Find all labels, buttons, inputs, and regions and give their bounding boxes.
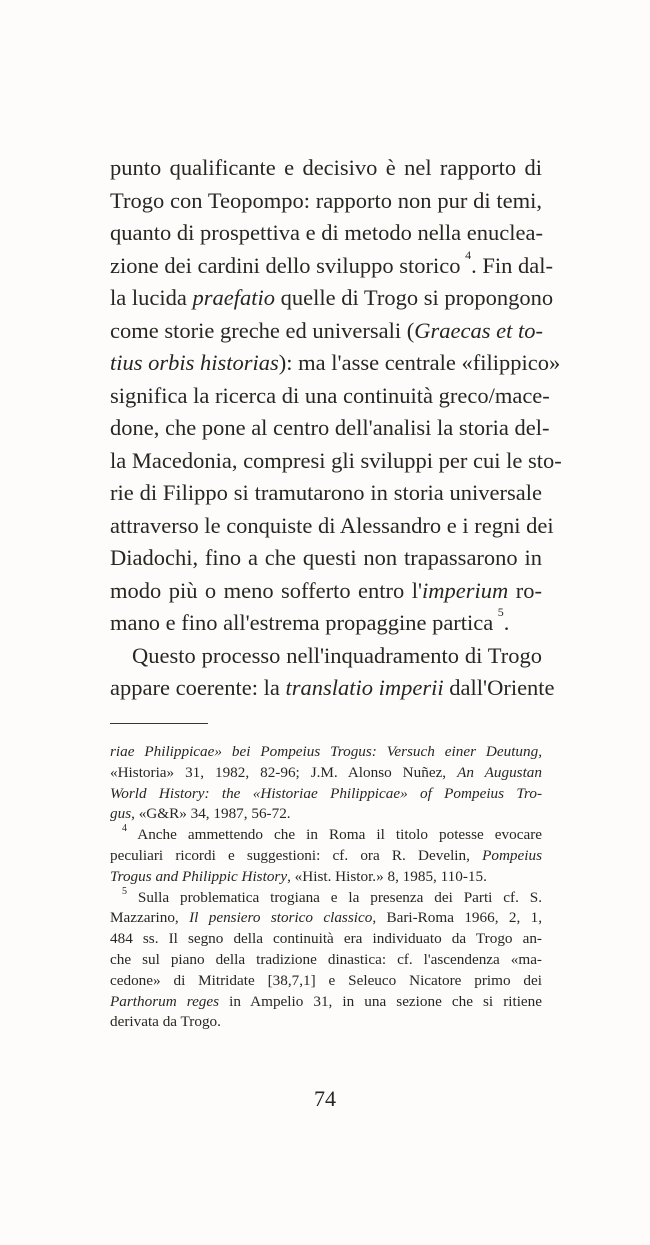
italic-term: An Augustan bbox=[457, 763, 542, 781]
text-line: done, che pone al centro dell'analisi la storia del- bbox=[110, 415, 550, 440]
footnote-line bbox=[110, 784, 542, 805]
page-number: 74 bbox=[314, 1086, 336, 1111]
footnote-separator bbox=[110, 723, 208, 724]
italic-term: gus bbox=[110, 805, 132, 823]
text-run: appare coerente: la bbox=[110, 675, 286, 700]
footnote-line: cedone» di Mitridate [38,7,1] e Seleuco Nicatore primo dei bbox=[110, 971, 542, 989]
text-run: ro- bbox=[508, 577, 542, 603]
text-line: quanto di prospettiva e di metodo nella enuclea- bbox=[110, 220, 543, 245]
text-line bbox=[110, 607, 542, 640]
italic-term: Graecas et to- bbox=[414, 317, 543, 343]
footnote-marker: 4 bbox=[465, 247, 472, 262]
text-run: «Historia» 31, 1982, 82-96; J.M. Alonso Nuñez, bbox=[110, 763, 458, 781]
text-line: significa la ricerca di una continuità greco/mace- bbox=[110, 382, 550, 408]
text-run: dall'Oriente bbox=[443, 675, 555, 700]
footnote-line bbox=[110, 742, 542, 763]
footnote-line bbox=[110, 804, 542, 825]
text-run: , «Hist. Histor.» 8, 1985, 110-15. bbox=[287, 867, 487, 885]
italic-term: praefatio bbox=[192, 285, 275, 310]
text-run: quelle di Trogo si propongono bbox=[274, 285, 554, 310]
text-run: mano e fino all'estrema propaggine partica bbox=[110, 610, 494, 635]
italic-term: tius orbis historias bbox=[110, 350, 279, 375]
italic-term: Il pensiero storico classico bbox=[189, 909, 373, 927]
body-text bbox=[110, 152, 562, 705]
footnote-line bbox=[110, 763, 542, 784]
footnote-line: derivata da Trogo. bbox=[110, 1013, 221, 1031]
text-run: . bbox=[503, 610, 510, 635]
italic-term: World History: the «Historiae Philippicae» of Pompeius Tro- bbox=[110, 784, 542, 802]
text-run: Mazzarino, bbox=[110, 909, 190, 927]
footnote-number: 4 bbox=[122, 823, 127, 835]
text-line: Questo processo nell'inquadramento di Trogo bbox=[132, 642, 542, 668]
italic-term: Pompeius bbox=[482, 846, 542, 864]
footnote-line bbox=[110, 885, 542, 909]
italic-term: translatio imperii bbox=[285, 675, 444, 700]
footnote-marker: 5 bbox=[497, 605, 504, 619]
text-line bbox=[110, 315, 542, 348]
text-run: come storie greche ed universali ( bbox=[110, 317, 415, 343]
text-run: Sulla problematica trogiana e la presenza dei Parti cf. S. bbox=[127, 888, 542, 906]
footnote-line bbox=[110, 846, 542, 867]
text-line bbox=[110, 575, 542, 608]
italic-term: imperium bbox=[422, 577, 509, 603]
text-run: zione dei cardini dello sviluppo storico bbox=[110, 252, 461, 278]
text-line: la Macedonia, compresi gli sviluppi per cui le sto- bbox=[110, 447, 562, 473]
italic-term: Trogus and Philippic History bbox=[110, 867, 288, 885]
italic-term: riae Philippicae» bei Pompeius Trogus: Versuch einer Deutung, bbox=[110, 743, 542, 760]
footnote-line bbox=[110, 867, 542, 888]
text-run: peculiari ricordi e suggestioni: cf. ora R. Develin, bbox=[110, 846, 483, 864]
text-run: Anche ammettendo che in Roma il titolo potesse evocare bbox=[127, 826, 542, 844]
text-run: ): ma l'asse centrale «filippico» bbox=[278, 350, 561, 375]
footnote-line: 484 ss. Il segno della continuità era individuato da Trogo an- bbox=[110, 930, 542, 948]
text-line: Diadochi, fino a che questi non trapassarono in bbox=[110, 545, 542, 570]
footnote-number: 5 bbox=[122, 885, 127, 897]
text-run: , Bari-Roma 1966, 2, 1, bbox=[372, 909, 542, 927]
text-line bbox=[110, 672, 555, 705]
text-run: in Ampelio 31, in una sezione che si ritiene bbox=[219, 992, 542, 1010]
footnote-line bbox=[110, 992, 542, 1013]
text-line bbox=[110, 347, 561, 380]
text-run: la lucida bbox=[110, 285, 193, 310]
text-run: , «G&R» 34, 1987, 56-72. bbox=[131, 805, 291, 823]
text-line: punto qualificante e decisivo è nel rapporto di bbox=[110, 155, 542, 180]
text-line: Trogo con Teopompo: rapporto non pur di temi, bbox=[110, 187, 542, 213]
footnote-line: che sul piano della tradizione dinastica: cf. l'ascendenza «ma- bbox=[110, 950, 542, 968]
footnote-line bbox=[110, 825, 542, 846]
text-line: rie di Filippo si tramutarono in storia universale bbox=[110, 480, 542, 505]
text-line bbox=[110, 282, 554, 315]
text-line bbox=[110, 247, 553, 283]
footnotes bbox=[110, 742, 542, 1033]
footnote-line bbox=[110, 908, 542, 929]
italic-term: Parthorum reges bbox=[110, 992, 220, 1010]
text-line: attraverso le conquiste di Alessandro e i regni dei bbox=[110, 512, 554, 538]
text-run: . Fin dal- bbox=[471, 252, 553, 278]
text-run: modo più o meno sofferto entro l' bbox=[110, 577, 423, 603]
